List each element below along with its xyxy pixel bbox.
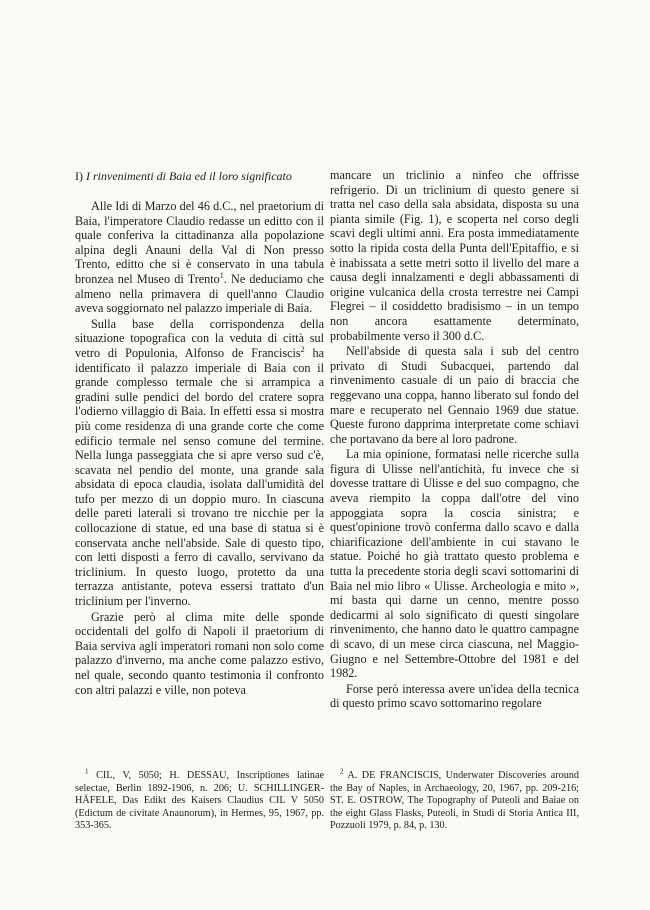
footnote-ref-2[interactable]: 2	[300, 344, 305, 354]
paragraph-1-text: Alle Idi di Marzo del 46 d.C., nel praetorium di Baia, l'imperatore Claudio redasse un editto con il quale conferiva la cittadinanza alla popolazione alpina degli Anauni della Val di Non presso Trento, editto che si è conservato in una tabula bronzea nel Museo di Trento	[75, 199, 324, 286]
paragraph-2-text: Sulla base della corrispondenza della situazione topografica con la veduta di città sul vetro di Populonia, Alfonso de Franciscis	[75, 316, 324, 360]
paragraph-4: Nell'abside di questa sala i sub del centro privato di Studi Subacquei, partendo dal rinvenimento casuale di un paio di braccia che reggevano una coppa, hanno liberato sul fondo del mare e recuperato nel Gennaio 1969 due statue. Queste furono dapprima interpretate come schiavi che portavano da bere al loro padrone.	[330, 344, 579, 446]
paragraph-5: La mia opinione, formatasi nelle ricerche sulla figura di Ulisse nell'antichità, fu invece che si dovesse trattare di Ulisse e del suo compagno, che aveva riempito la coppa dall'otre del vino appoggiata sopra la coscia sinistra; e quest'opinione trovò conferma dallo scavo e dalla chiarificazione dell'ambiente in cui stavano le statue. Poiché ho già trattato questo problema e tutta la precedente storia degli scavi sottomarini di Baia nel mio libro « Ulisse. Archeologia e mito », mi basta qui darne un cenno, mentre posso dedicarmi al solo significato di questi singolare rinvenimento, che hanno dato le quattro campagne di scavo, di un mese circa ciascuna, nel Maggio-Giugno e nel Settembre-Ottobre del 1981 e del 1982.	[330, 447, 579, 681]
paragraph-3-continued: mancare un triclinio a ninfeo che offrisse refrigerio. Di un triclinium di questo genere si tratta nel caso della sala absidata, disposta su una pianta simile (Fig. 1), e scoperta nel corso degli scavi degli ultimi anni. Era posta immediatamente sotto la ripida costa della Punta dell'Epitaffio, e si è inabissata a sette metri sotto il livello del mare a causa degli innalzamenti e degli abbassamenti di origine vulcanica della crosta terrestre nei Campi Flegrei – il cosiddetto bradisismo – in un tempo non ancora esattamente determinato, probabilmente verso il 300 d.C.	[330, 168, 579, 343]
footnote-1-number: 1	[85, 767, 89, 776]
left-column	[75, 168, 324, 697]
footnote-1-block	[75, 767, 325, 833]
footnote-2-block	[330, 767, 579, 833]
paragraph-1-tail: . Ne deduciamo che almeno nella primavera di quell'anno Claudio aveva soggiornato nel palazzo imperiale di Baia.	[75, 271, 325, 316]
paragraph-2-tail: ha identificato il palazzo imperiale di Baia con il grande complesso termale che si arrampica a gradini sulle pendici del bordo del cratere sopra l'odierno villaggio di Baia. In effetti essa si mostra più come residenza di una grande corte che come edificio termale nel senso comune del termine. Nella lunga passeggiata che si apre verso sud c'è, scavata nel pendio del monte, una grande sala absidata di epoca claudia, isolata dall'umidità del tufo per mezzo di un doppio muro. In ciascuna delle pareti laterali si trovano tre nicchie per la collocazione di statue, ed una base di statua si è conservata anche nell'abside. Sale di questo tipo, con letti disposti a ferro di cavallo, servivano da triclinium. In questo luogo, protetto da una terrazza antistante, poteva essersi trattato d'un triclinium per l'inverno.	[75, 345, 324, 609]
paragraph-1	[75, 199, 324, 316]
paragraph-6: Forse però interessa avere un'idea della tecnica di questo primo scavo sottomarino regolare	[330, 681, 579, 711]
footnote-1	[75, 767, 325, 833]
footnote-2-text: A. DE FRANCISCIS, Underwater Discoveries around the Bay of Naples, in Archaeology, 20, 1967, pp. 209-216; ST. E. OSTROW, The Topography of Puteoli and Baiae on the eight Glass Flasks, Puteoli, in Studi di Storia Antica III, Pozzuoli 1979, p. 84, p. 130.	[330, 770, 579, 832]
paragraph-2	[75, 317, 324, 609]
footnote-1-text: CIL, V, 5050; H. DESSAU, Inscriptiones latinae selectae, Berlin 1892-1906, n. 206; U. SCHILLINGER-HÄFELE, Das Edikt des Kaisers Claudius CIL V 5050 (Edictum de civitate Anaunorum), in Hermes, 95, 1967, pp. 353-365.	[75, 770, 325, 832]
footnote-ref-1[interactable]: 1	[219, 270, 224, 280]
section-heading	[75, 168, 324, 185]
section-number: I)	[75, 169, 83, 183]
footnote-2	[330, 767, 579, 833]
right-column	[330, 168, 579, 711]
section-title: I rinvenimenti di Baia ed il loro significato	[86, 169, 292, 183]
paragraph-3: Grazie però al clima mite delle sponde occidentali del golfo di Napoli il praetorium di Baia serviva agli imperatori romani non solo come palazzo d'inverno, ma anche come palazzo estivo, nel quale, secondo quanto testimonia il confronto con altri palazzi e ville, non poteva	[75, 609, 324, 697]
footnote-2-number: 2	[340, 767, 344, 776]
